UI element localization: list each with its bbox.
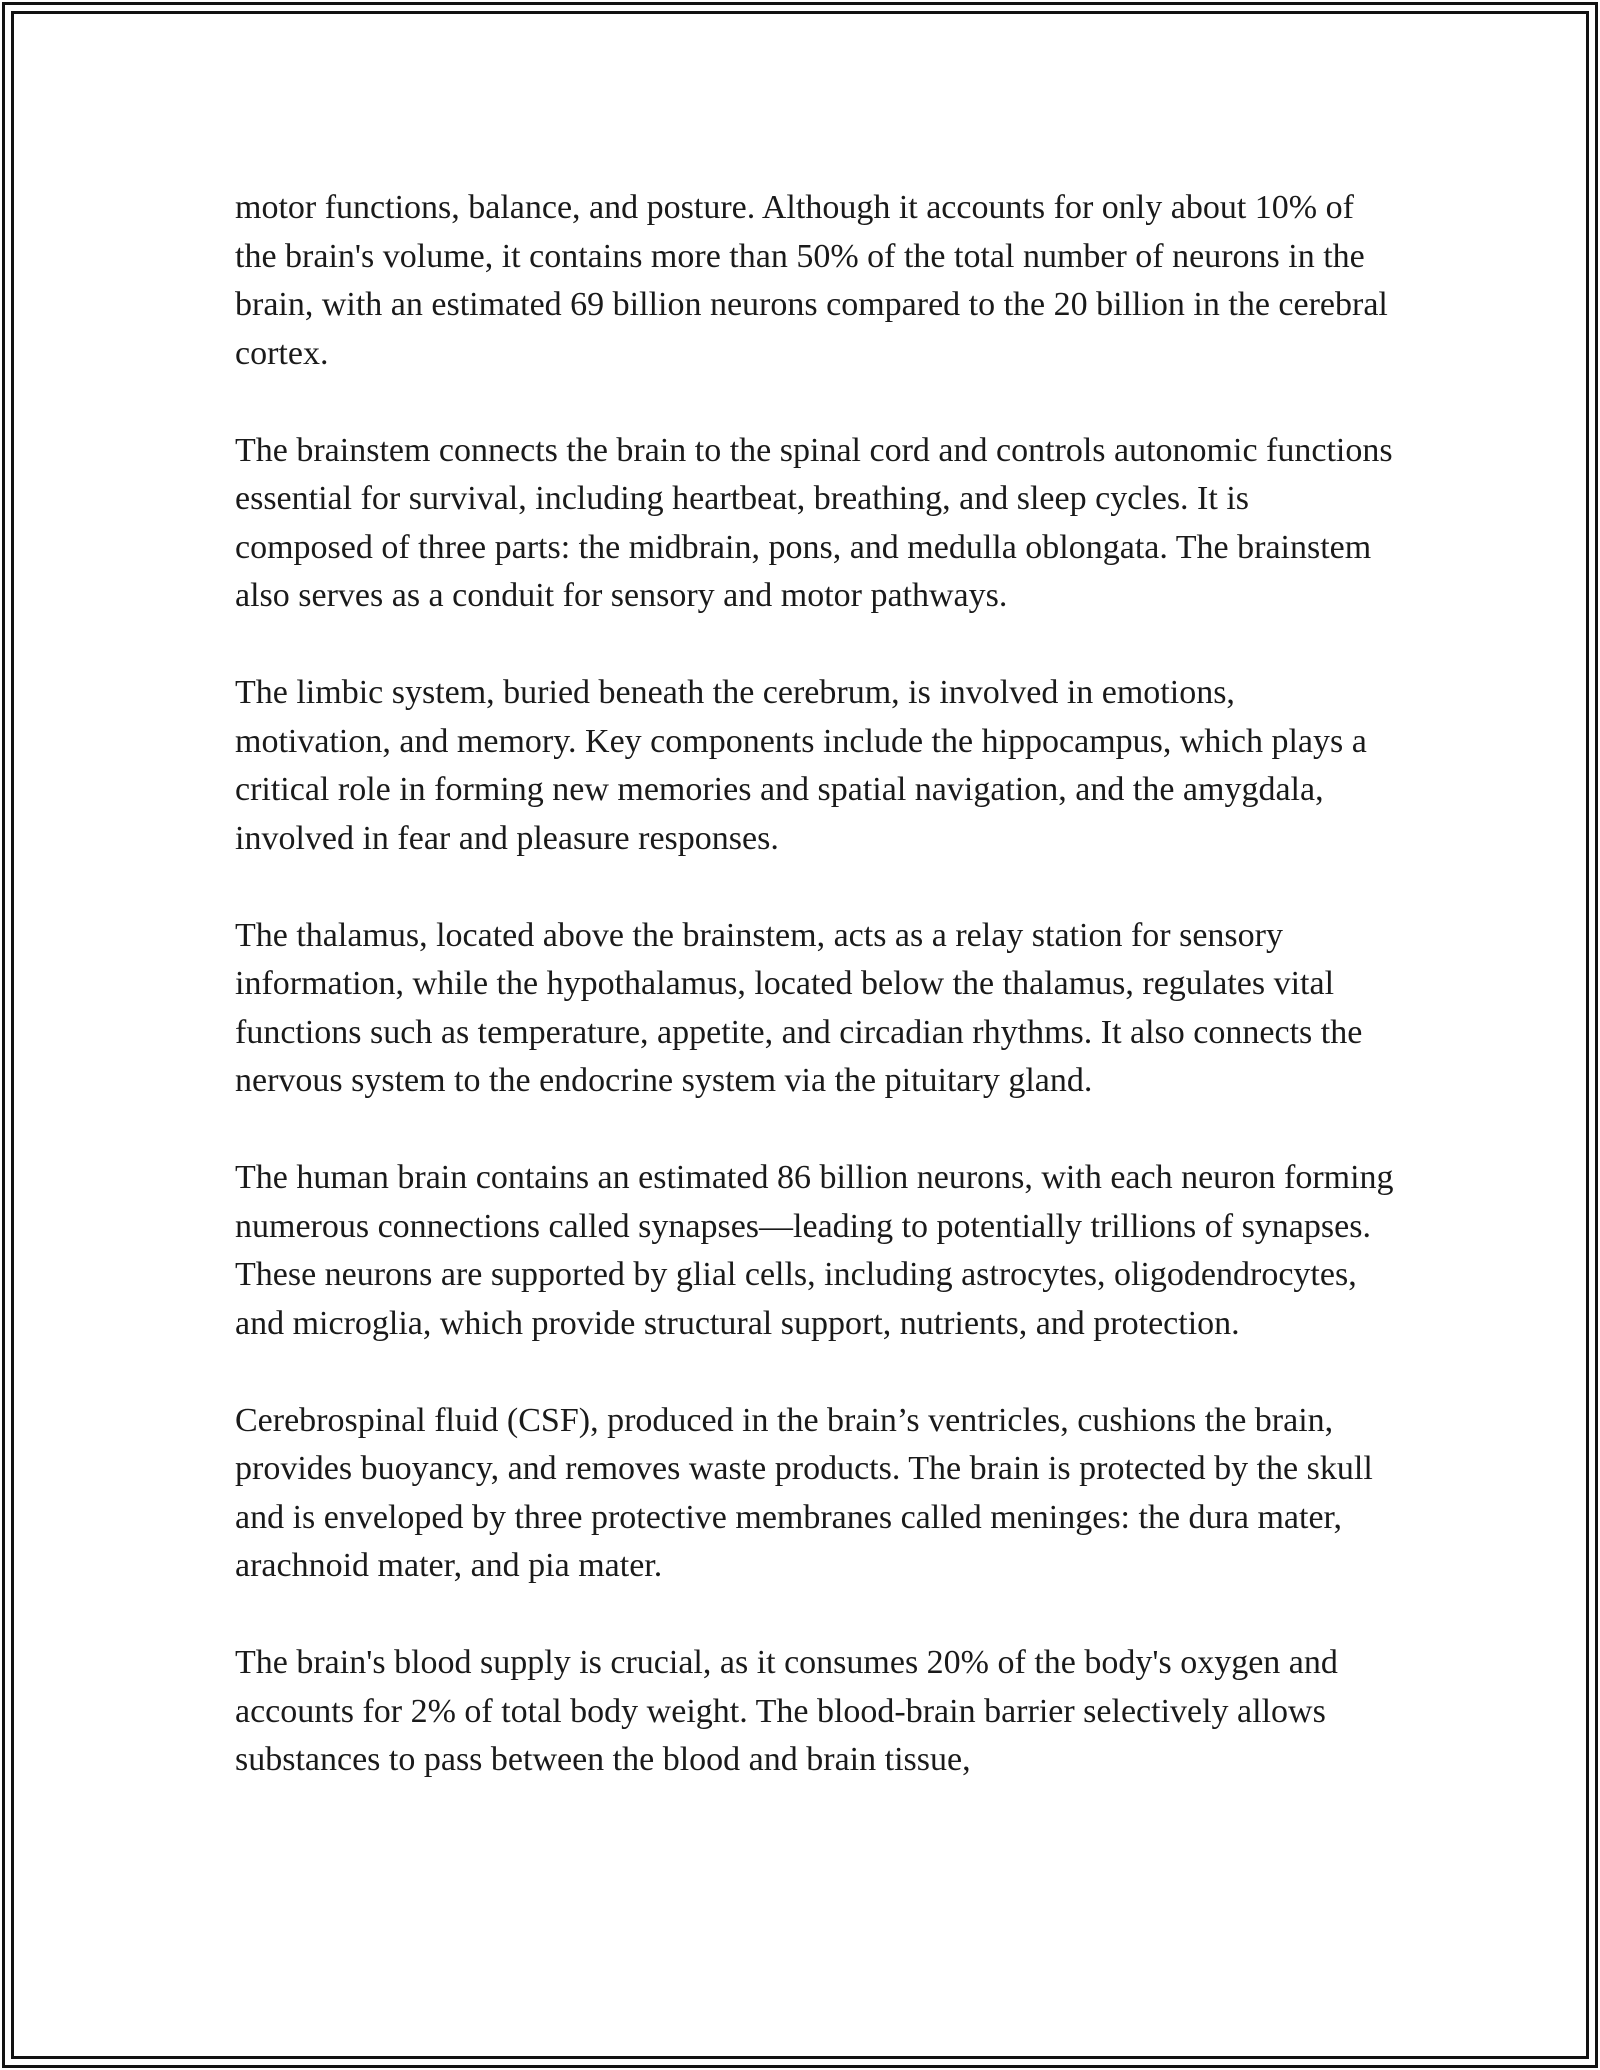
paragraph-thalamus: The thalamus, located above the brainstem, acts as a relay station for sensory information, while the hypothalamus, located below the thalamus, regulates vital functions such as temperature, appetite, and circadian rhythms. It also connects the nervous system to the endocrine system via the pituitary gland.: [235, 916, 1363, 1099]
paragraph-csf: Cerebrospinal fluid (CSF), produced in the brain’s ventricles, cushions the brain, provides buoyancy, and removes waste products. The brain is protected by the skull and is enveloped by three protective membranes called meninges: the dura mater, arachnoid mater, and pia mater.: [235, 1401, 1373, 1584]
paragraph-neurons: The human brain contains an estimated 86 billion neurons, with each neuron forming numerous connections called synapses—leading to potentially trillions of synapses. These neurons are supported by glial cells, including astrocytes, oligodendrocytes, and microglia, which provide structural support, nutrients, and protection.: [235, 1159, 1394, 1342]
paragraph-limbic-system: The limbic system, buried beneath the cerebrum, is involved in emotions, motivation, and memory. Key components include the hippocampus, which plays a critical role in forming new memories and spatial navigation, and the amygdala, involved in fear and pleasure responses.: [235, 674, 1367, 857]
paragraph-blood-supply: The brain's blood supply is crucial, as it consumes 20% of the body's oxygen and accounts for 2% of total body weight. The blood-brain barrier selectively allows substances to pass between the blood and brain tissue,: [235, 1644, 1338, 1778]
document-body: [235, 184, 1395, 1833]
paragraph-cerebellum: motor functions, balance, and posture. Although it accounts for only about 10% of the brain's volume, it contains more than 50% of the total number of neurons in the brain, with an estimated 69 billion neurons compared to the 20 billion in the cerebral cortex.: [235, 189, 1388, 372]
paragraph-brainstem: The brainstem connects the brain to the spinal cord and controls autonomic functions essential for survival, including heartbeat, breathing, and sleep cycles. It is composed of three parts: the midbrain, pons, and medulla oblongata. The brainstem also serves as a conduit for sensory and motor pathways.: [235, 431, 1393, 614]
